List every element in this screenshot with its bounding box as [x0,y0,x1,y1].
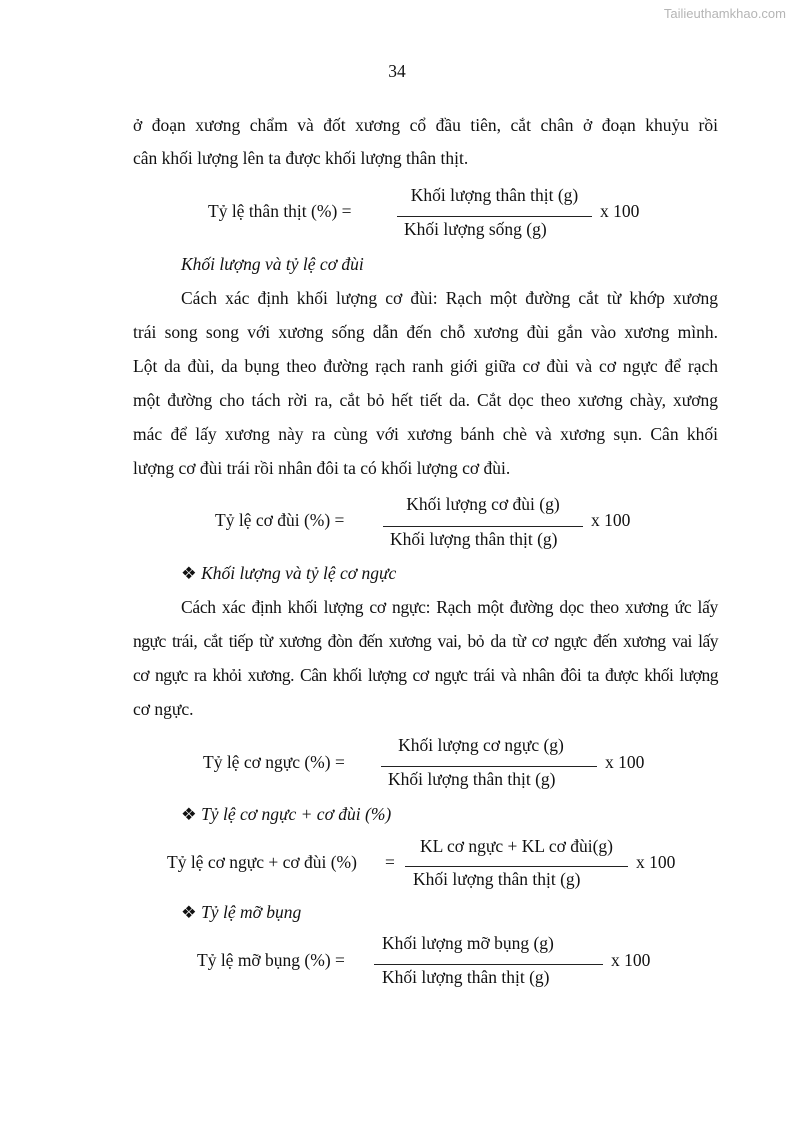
formula-denominator: Khối lượng thân thịt (g) [382,967,550,987]
fraction-bar [397,216,592,217]
para2-line: trái song song với xương sống dẫn đến chỗ xương đùi gắn vào xương mình. [133,322,718,342]
diamond-bullet-icon: ❖ [181,804,197,824]
fraction-bar [374,964,603,965]
formula-label: Tỷ lệ cơ đùi (%) = [215,510,345,530]
formula-label: Tỷ lệ cơ ngực (%) = [203,752,345,772]
para2-line: mác để lấy xương này ra cùng với xương bánh chè và xương sụn. Cân khối [133,424,718,444]
formula-denominator: Khối lượng sống (g) [404,219,547,239]
formula-numerator: Khối lượng cơ ngực (g) [398,735,564,755]
heading-text: Tỷ lệ cơ ngực + cơ đùi (%) [201,804,392,824]
section-heading [181,803,391,825]
formula-denominator: Khối lượng thân thịt (g) [413,869,581,889]
formula-numerator: KL cơ ngực + KL cơ đùi(g) [419,836,614,856]
formula-denominator: Khối lượng thân thịt (g) [388,769,556,789]
section-heading [181,562,396,584]
fraction-bar [383,526,583,527]
formula-multiplier: x 100 [636,852,676,872]
formula-numerator: Khối lượng mỡ bụng (g) [382,933,554,953]
formula-label: Tỷ lệ mỡ bụng (%) = [197,950,345,970]
formula-multiplier: x 100 [591,510,631,530]
para3-line: ngực trái, cắt tiếp từ xương đòn đến xương vai, bỏ da từ cơ ngực đến xương vai lấy [133,631,718,651]
section-heading [181,901,301,923]
formula-denominator: Khối lượng thân thịt (g) [390,529,558,549]
para3-line: cơ ngực ra khỏi xương. Cân khối lượng cơ ngực trái và nhân đôi ta được khối lượng [133,665,718,685]
diamond-bullet-icon: ❖ [181,902,197,922]
diamond-bullet-icon: ❖ [181,563,197,583]
para2-line: Lột da đùi, da bụng theo đường rạch ranh giới giữa cơ đùi và cơ ngực để rạch [133,356,718,376]
formula-equals: = [385,852,395,872]
para2-line: lượng cơ đùi trái rồi nhân đôi ta có khối lượng cơ đùi. [133,458,511,478]
fraction-bar [381,766,597,767]
para2-line: Cách xác định khối lượng cơ đùi: Rạch một đường cắt từ khớp xương [181,288,718,308]
formula-multiplier: x 100 [611,950,651,970]
page-number: 34 [388,61,406,81]
para2-line: một đường cho tách rời ra, cắt bỏ hết tiết da. Cắt dọc theo xương chày, xương [133,390,718,410]
formula-numerator: Khối lượng thân thịt (g) [410,185,579,205]
para3-line: cơ ngực. [133,699,194,719]
para3-line: Cách xác định khối lượng cơ ngực: Rạch một đường dọc theo xương ức lấy [181,597,718,617]
para1-line: cân khối lượng lên ta được khối lượng thân thịt. [133,148,469,168]
fraction-bar [405,866,628,867]
para1-line: ở đoạn xương chẩm và đốt xương cổ đầu tiên, cắt chân ở đoạn khuỷu rồi [133,115,718,135]
heading-text: Tỷ lệ mỡ bụng [201,902,302,922]
formula-label: Tỷ lệ cơ ngực + cơ đùi (%) [167,852,357,872]
formula-multiplier: x 100 [605,752,645,772]
watermark: Tailieuthamkhao.com [663,6,786,21]
formula-multiplier: x 100 [600,201,640,221]
formula-numerator: Khối lượng cơ đùi (g) [406,494,560,514]
heading-text: Khối lượng và tỷ lệ cơ ngực [201,563,397,583]
formula-label: Tỷ lệ thân thịt (%) = [208,201,352,221]
section-heading: Khối lượng và tỷ lệ cơ đùi [181,254,364,274]
